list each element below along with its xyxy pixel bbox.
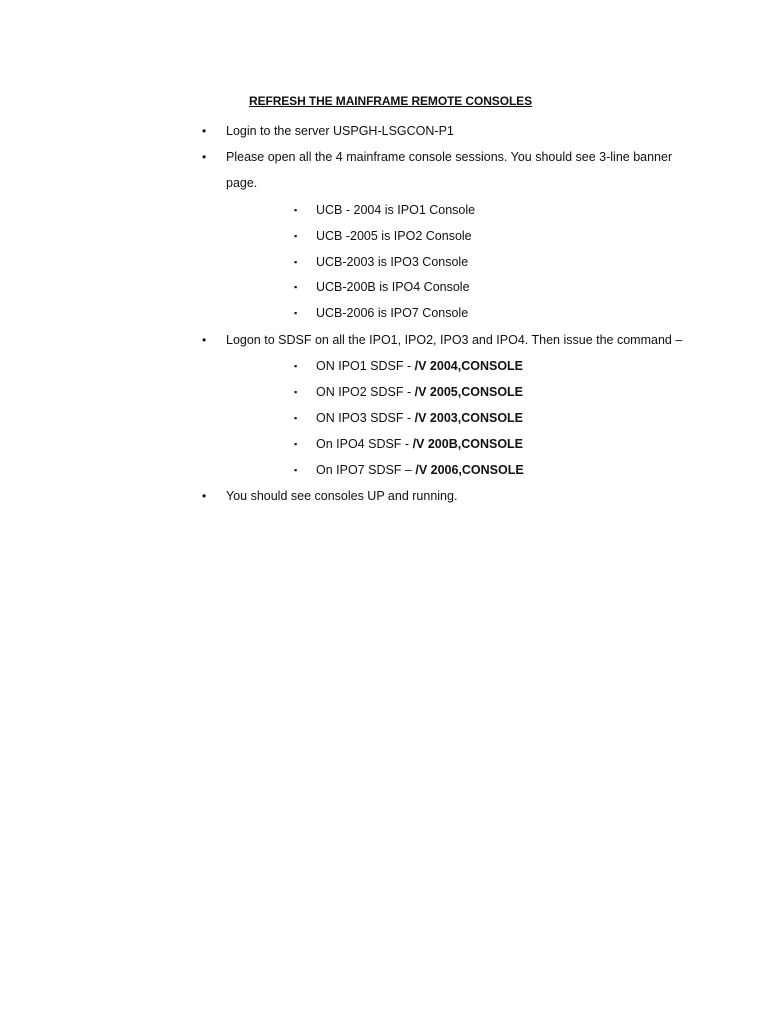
bullet-round: •	[202, 333, 207, 347]
command-prefix: ON IPO3 SDSF -	[316, 411, 415, 425]
command-item	[316, 384, 523, 400]
console-item: UCB-200B is IPO4 Console	[316, 280, 470, 294]
command-text: /V 2003,CONSOLE	[414, 411, 524, 425]
bullet-square: ▪	[294, 282, 298, 292]
bullet-square: ▪	[294, 465, 298, 475]
bullet-square: ▪	[294, 413, 298, 423]
bullet-round: •	[202, 124, 207, 138]
step-logon-sdsf: Logon to SDSF on all the IPO1, IPO2, IPO3 and IPO4. Then issue the command –	[226, 333, 683, 347]
bullet-round: •	[202, 489, 207, 503]
bullet-square: ▪	[294, 439, 298, 449]
bullet-square: ▪	[294, 257, 298, 267]
command-prefix: On IPO7 SDSF –	[316, 463, 416, 477]
bullet-square: ▪	[294, 361, 298, 371]
document-title: REFRESH THE MAINFRAME REMOTE CONSOLES	[249, 94, 532, 108]
bullet-square: ▪	[294, 387, 298, 397]
command-item	[316, 436, 523, 452]
step-verify-consoles: You should see consoles UP and running.	[226, 489, 458, 503]
console-item: UCB-2006 is IPO7 Console	[316, 306, 469, 320]
command-text: /V 200B,CONSOLE	[412, 437, 524, 451]
command-item	[316, 358, 523, 374]
bullet-round: •	[202, 150, 207, 164]
bullet-square: ▪	[294, 308, 298, 318]
step-open-sessions-line1: Please open all the 4 mainframe console sessions. You should see 3-line banner	[226, 150, 673, 164]
bullet-square: ▪	[294, 205, 298, 215]
command-item	[316, 462, 524, 478]
console-item: UCB-2003 is IPO3 Console	[316, 255, 469, 269]
command-text: /V 2005,CONSOLE	[414, 385, 524, 399]
command-item	[316, 410, 523, 426]
console-item: UCB - 2004 is IPO1 Console	[316, 203, 476, 217]
step-open-sessions-line2: page.	[226, 176, 258, 190]
command-text: /V 2006,CONSOLE	[415, 463, 524, 477]
step-login: Login to the server USPGH-LSGCON-P1	[226, 124, 454, 138]
console-item: UCB -2005 is IPO2 Console	[316, 229, 472, 243]
command-prefix: On IPO4 SDSF -	[316, 437, 413, 451]
command-text: /V 2004,CONSOLE	[414, 359, 524, 373]
command-prefix: ON IPO1 SDSF -	[316, 359, 415, 373]
bullet-square: ▪	[294, 231, 298, 241]
command-prefix: ON IPO2 SDSF -	[316, 385, 415, 399]
